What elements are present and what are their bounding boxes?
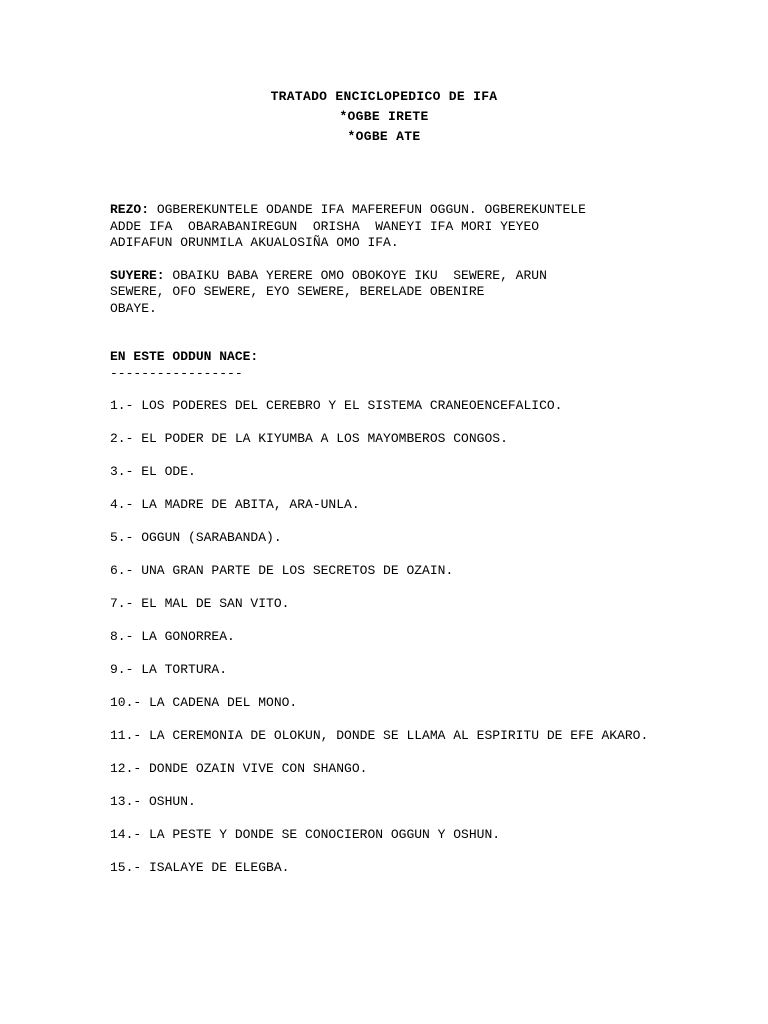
- nace-heading: EN ESTE ODDUN NACE:: [110, 349, 259, 364]
- list-item: 5.- OGGUN (SARABANDA).: [110, 530, 282, 545]
- suyere-paragraph: [110, 268, 670, 318]
- rezo-text: OGBEREKUNTELE ODANDE IFA MAFEREFUN OGGUN. OGBEREKUNTELE ADDE IFA OBARABANIREGUN ORISHA WANEYI IFA MORI YEYEO ADIFAFUN ORUNMILA AKUALOSIÑA OMO IFA.: [110, 202, 586, 250]
- list-item: 12.- DONDE OZAIN VIVE CON SHANGO.: [110, 761, 368, 776]
- list-item: 1.- LOS PODERES DEL CEREBRO Y EL SISTEMA CRANEOENCEFALICO.: [110, 398, 563, 413]
- list-item: 4.- LA MADRE DE ABITA, ARA-UNLA.: [110, 497, 360, 512]
- rezo-paragraph: [110, 202, 670, 252]
- title-line-odu-2: *OGBE ATE: [347, 129, 421, 144]
- list-item: 10.- LA CADENA DEL MONO.: [110, 695, 298, 710]
- list-item: 11.- LA CEREMONIA DE OLOKUN, DONDE SE LLAMA AL ESPIRITU DE EFE AKARO.: [110, 728, 649, 743]
- suyere-label: SUYERE:: [110, 267, 165, 283]
- list-item: 14.- LA PESTE Y DONDE SE CONOCIERON OGGUN Y OSHUN.: [110, 827, 501, 842]
- list-item: 13.- OSHUN.: [110, 794, 196, 809]
- list-item: 3.- EL ODE.: [110, 464, 196, 479]
- title-line-odu-1: *OGBE IRETE: [339, 109, 429, 124]
- document-body: [110, 202, 670, 893]
- list-item: 2.- EL PODER DE LA KIYUMBA A LOS MAYOMBEROS CONGOS.: [110, 431, 508, 446]
- suyere-text: OBAIKU BABA YERERE OMO OBOKOYE IKU SEWERE, ARUN SEWERE, OFO SEWERE, EYO SEWERE, BERELADE OBENIRE OBAYE.: [110, 267, 547, 316]
- nace-heading-underline: -----------------: [110, 365, 243, 381]
- nace-list: [110, 398, 670, 877]
- list-item: 8.- LA GONORREA.: [110, 629, 235, 644]
- list-item: 9.- LA TORTURA.: [110, 662, 228, 677]
- list-item: 7.- EL MAL DE SAN VITO.: [110, 596, 290, 611]
- rezo-label: REZO:: [110, 202, 150, 217]
- document-title: [0, 87, 768, 147]
- list-item: 15.- ISALAYE DE ELEGBA.: [110, 860, 290, 875]
- list-item: 6.- UNA GRAN PARTE DE LOS SECRETOS DE OZAIN.: [110, 563, 454, 578]
- title-line-main: TRATADO ENCICLOPEDICO DE IFA: [270, 89, 498, 104]
